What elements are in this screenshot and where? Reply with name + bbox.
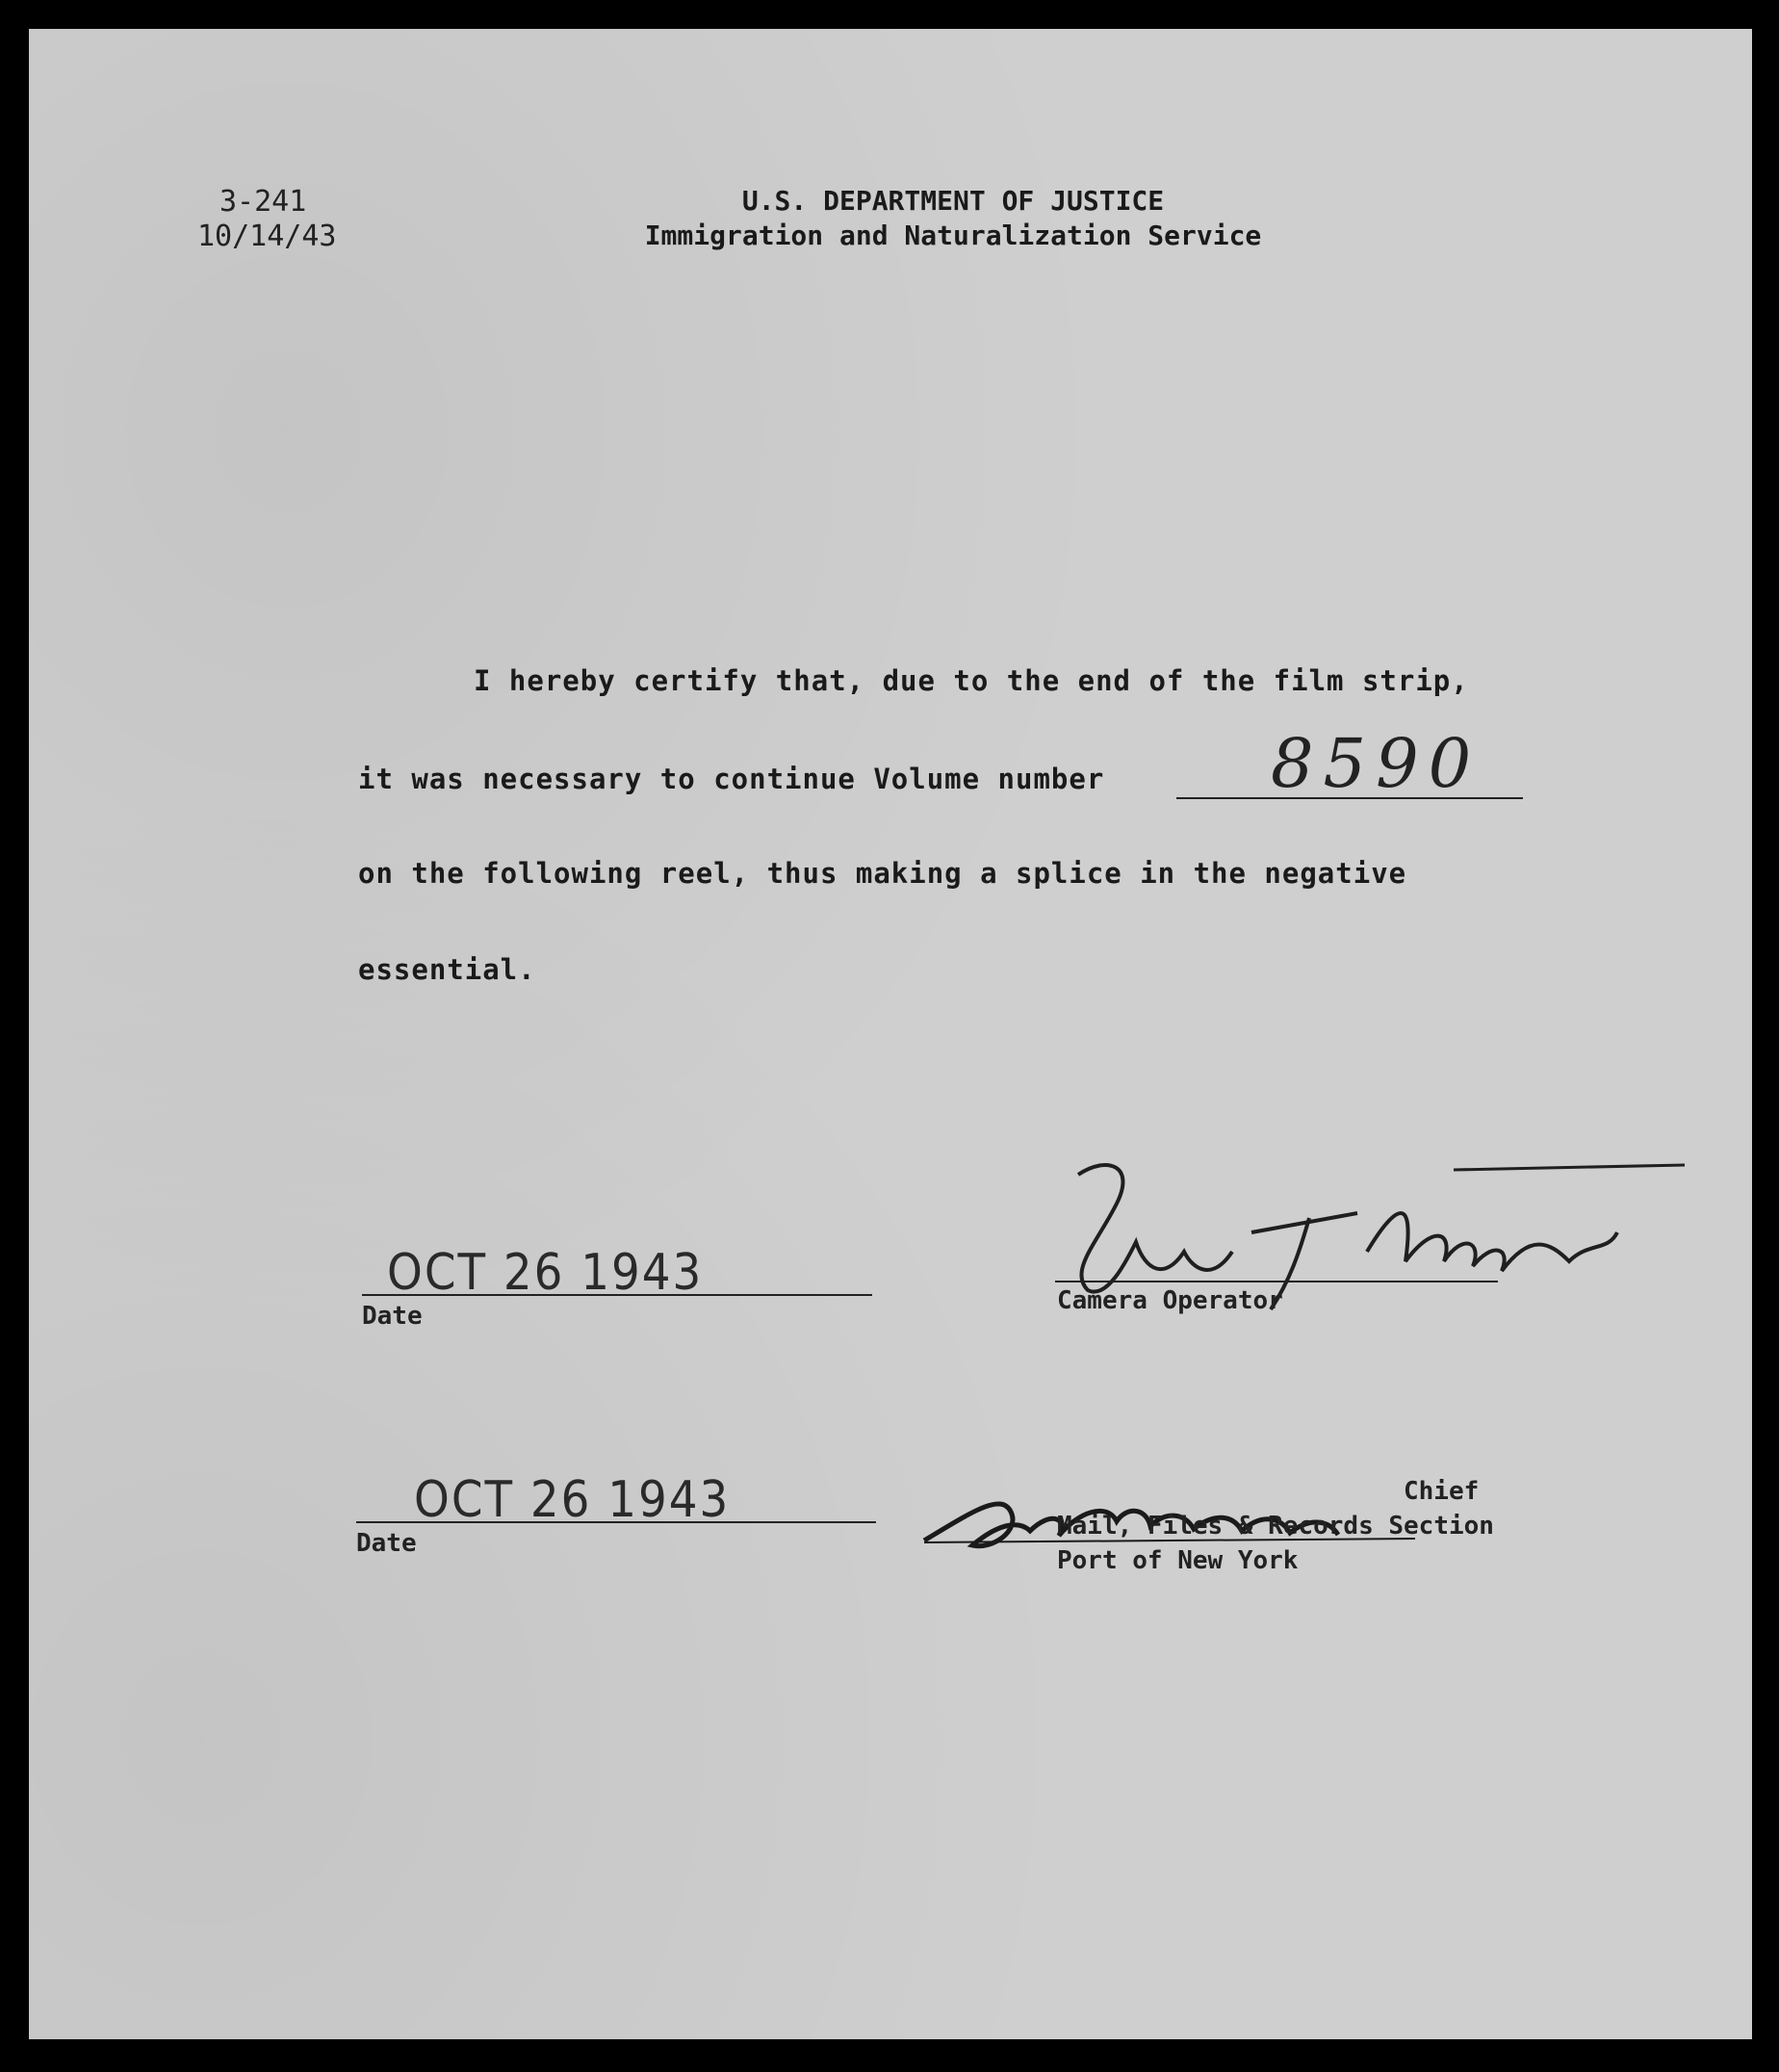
date-line-1: [362, 1294, 872, 1296]
chief-title: Chief: [1404, 1477, 1480, 1506]
date-line-2: [356, 1521, 876, 1523]
date-label-2: Date: [356, 1529, 417, 1558]
date-stamp-2: OCT 26 1943: [414, 1471, 731, 1529]
office-name: Port of New York: [1057, 1546, 1299, 1575]
volume-number-handwritten: 8590: [1271, 724, 1482, 803]
form-number: 3-241: [219, 185, 307, 219]
form-date: 10/14/43: [197, 220, 337, 253]
camera-operator-label: Camera Operator: [1057, 1286, 1283, 1315]
operator-signature-line: [1055, 1281, 1498, 1282]
certification-line-2: it was necessary to continue Volume number: [358, 763, 1105, 795]
date-stamp-1: OCT 26 1943: [387, 1244, 704, 1302]
date-label-1: Date: [362, 1302, 423, 1331]
certification-line-4: essential.: [358, 953, 536, 986]
certification-line-1: I hereby certify that, due to the end of the film strip,: [474, 664, 1469, 697]
section-name: Mail, Files & Records Section: [1057, 1512, 1494, 1541]
document-page: [29, 29, 1752, 2039]
certification-line-3: on the following reel, thus making a splice in the negative: [358, 857, 1407, 890]
service-title: Immigration and Naturalization Service: [644, 220, 1262, 251]
department-title: U.S. DEPARTMENT OF JUSTICE: [741, 185, 1165, 217]
